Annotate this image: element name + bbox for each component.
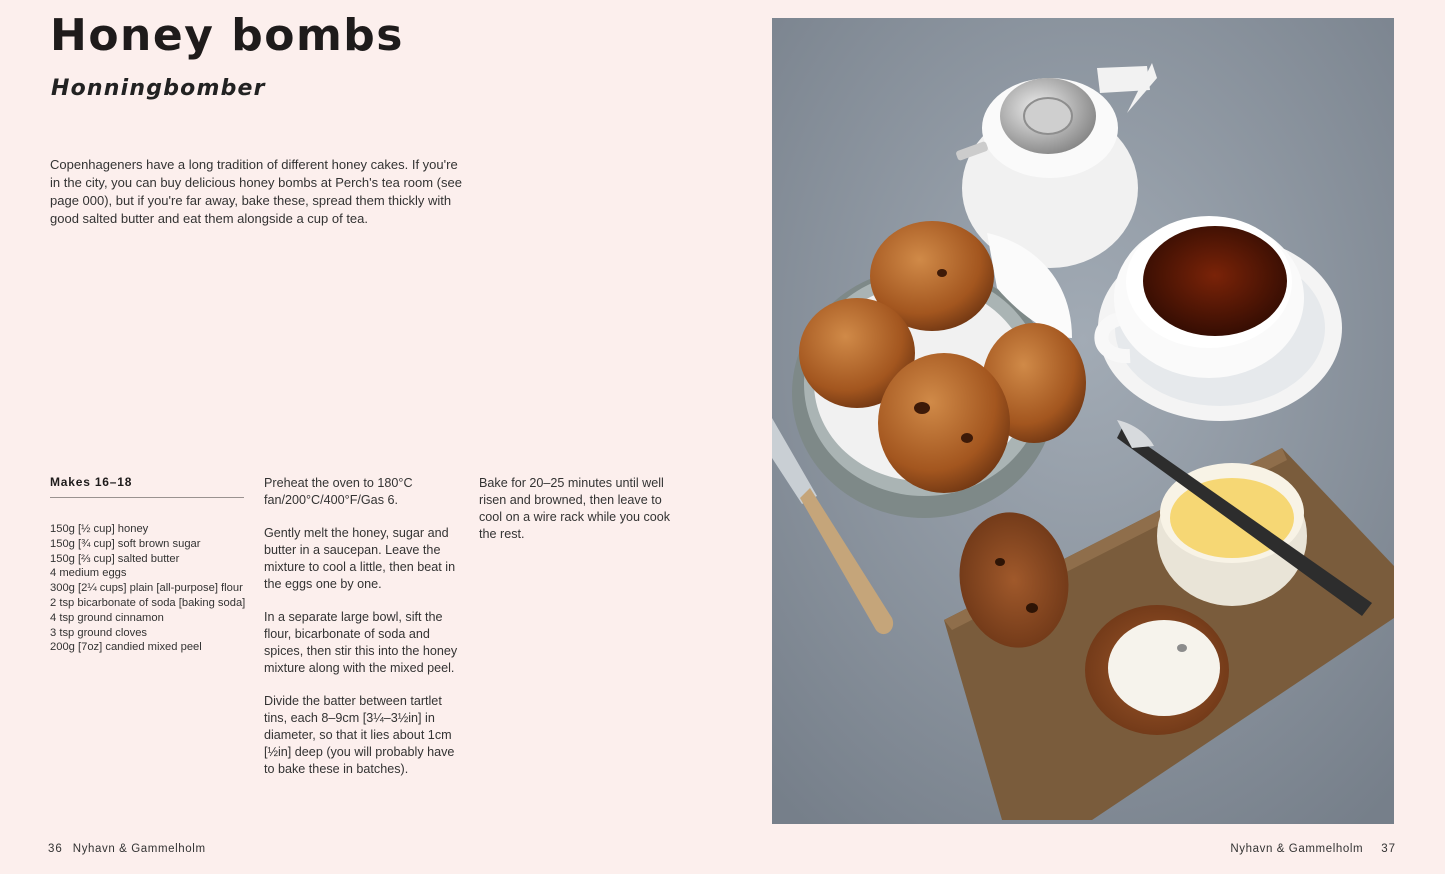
page-number-left: 36 <box>48 843 63 855</box>
recipe-photo <box>772 18 1394 824</box>
ingredient-item: 3 tsp ground cloves <box>50 626 148 639</box>
ingredient-item: 2 tsp bicarbonate of soda [baking soda] <box>50 596 246 609</box>
ingredient-item: 150g [¾ cup] soft brown sugar <box>50 537 201 550</box>
section-name-left: Nyhavn & Gammelholm <box>72 843 206 855</box>
ingredients-list <box>50 522 250 655</box>
ingredient-item: 4 tsp ground cinnamon <box>50 611 164 624</box>
method-column-1 <box>264 475 464 794</box>
yield-heading: Makes 16–18 <box>50 475 244 498</box>
method-column-2 <box>479 475 679 559</box>
page-number-right: 37 <box>1381 843 1396 855</box>
ingredient-item: 200g [7oz] candied mixed peel <box>50 641 202 654</box>
method-step: Preheat the oven to 180°C fan/200°C/400°F/Gas 6. <box>264 476 413 507</box>
method-step: Bake for 20–25 minutes until well risen and browned, then leave to cool on a wire rack while you cook the rest. <box>479 476 671 541</box>
recipe-subtitle: Honningbomber <box>51 76 266 101</box>
method-step: Gently melt the honey, sugar and butter in a saucepan. Leave the mixture to cool a little, then beat in the eggs one by one. <box>264 526 456 591</box>
ingredient-item: 4 medium eggs <box>50 567 127 580</box>
ingredient-item: 150g [⅔ cup] salted butter <box>50 552 180 565</box>
footer-right <box>1230 843 1396 855</box>
method-step: Divide the batter between tartlet tins, each 8–9cm [3¼–3½in] in diameter, so that it lies about 1cm [½in] deep (you will probably have to bake these in batches). <box>264 694 455 776</box>
ingredient-item: 150g [½ cup] honey <box>50 523 149 535</box>
recipe-title: Honey bombs <box>50 10 404 61</box>
method-step: In a separate large bowl, sift the flour, bicarbonate of soda and spices, then stir this into the honey mixture along with the mixed peel. <box>264 610 458 675</box>
ingredient-item: 300g [2¼ cups] plain [all-purpose] flour <box>50 582 243 595</box>
intro-paragraph: Copenhageners have a long tradition of different honey cakes. If you're in the city, you can buy delicious honey bombs at Perch's tea room (see page 000), but if you're far away, bake these, spread them thickly with good salted butter and eat them alongside a cup of tea. <box>50 157 462 226</box>
footer-left <box>48 843 206 855</box>
section-name-right: Nyhavn & Gammelholm <box>1230 843 1364 855</box>
